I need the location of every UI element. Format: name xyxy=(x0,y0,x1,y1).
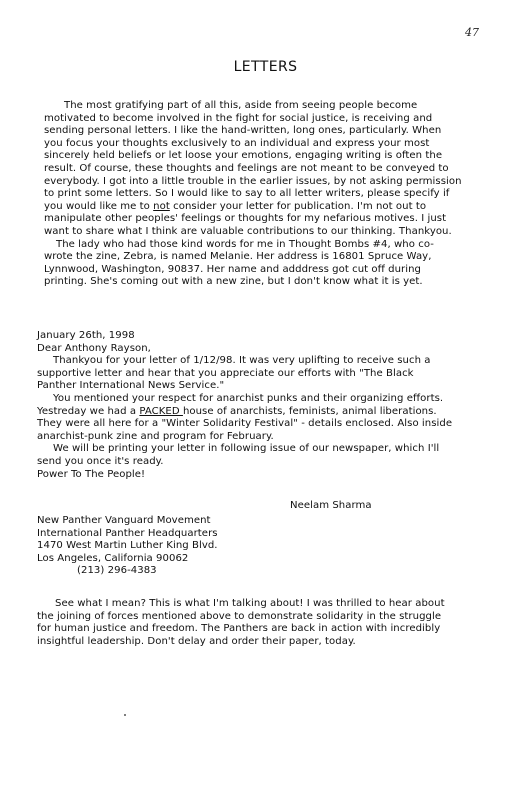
address-block xyxy=(37,515,218,578)
address-line: International Panther Headquarters xyxy=(37,527,218,539)
text-line: insightful leadership. Don't delay and order their paper, today. xyxy=(37,635,356,647)
letter-block xyxy=(37,330,452,481)
text-line: result. Of course, these thoughts and feelings are not meant to be conveyed to xyxy=(44,162,449,174)
text-line: motivated to become involved in the fight for social justice, is receiving and xyxy=(44,112,433,124)
letter-salutation: Dear Anthony Rayson, xyxy=(37,342,151,354)
text-line: send you once it's ready. xyxy=(37,455,164,467)
underlined-word: not xyxy=(153,200,170,212)
text-line: everybody. I got into a little trouble in the earlier issues, by not asking permission xyxy=(44,175,462,187)
closing-paragraph xyxy=(37,598,445,648)
text-line: The most gratifying part of all this, aside from seeing people become xyxy=(64,100,418,111)
text-line xyxy=(44,201,462,214)
text-line: anarchist-punk zine and program for February. xyxy=(37,430,274,442)
text-line: manipulate other peoples' feelings or thoughts for my nefarious motives. I just xyxy=(44,213,447,225)
phone-number: (213) 296-4383 xyxy=(77,565,157,577)
text-line: Panther International News Service." xyxy=(37,380,225,392)
text-line: We will be printing your letter in following issue of our newspaper, which I'll xyxy=(53,443,440,455)
text-line: sincerely held beliefs or let loose your emotions, engaging writing is often the xyxy=(44,150,443,162)
text-fragment: consider your letter for publication. I'm not out to xyxy=(169,200,427,212)
text-line: you focus your thoughts exclusively to an individual and express your most xyxy=(44,137,430,149)
text-line: They were all here for a "Winter Solidarity Festival" - details enclosed. Also inside xyxy=(37,418,453,430)
text-fragment: Yestreday we had a xyxy=(37,405,140,417)
intro-paragraph xyxy=(44,100,462,289)
address-line: Los Angeles, California 90062 xyxy=(37,552,189,564)
text-line: want to share what I think are valuable contributions to our thinking. Thankyou. xyxy=(44,225,452,237)
address-line: New Panther Vanguard Movement xyxy=(37,515,211,526)
signature: Neelam Sharma xyxy=(290,500,372,511)
text-line: supportive letter and hear that you appreciate our efforts with "The Black xyxy=(37,367,414,379)
text-fragment: house of anarchists, feminists, animal liberations. xyxy=(182,405,437,417)
text-line: wrote the zine, Zebra, is named Melanie. Her address is 16801 Spruce Way, xyxy=(44,251,432,263)
underlined-word: PACKED xyxy=(139,405,183,417)
page-number: 47 xyxy=(465,26,479,39)
page-title: LETTERS xyxy=(233,59,298,75)
text-line: See what I mean? This is what I'm talking about! I was thrilled to hear about xyxy=(55,598,445,609)
text-line: The lady who had those kind words for me in Thought Bombs #4, who co- xyxy=(56,238,434,250)
letter-date: January 26th, 1998 xyxy=(37,330,135,341)
text-fragment: you would like me to xyxy=(44,200,154,212)
text-line: for human justice and freedom. The Panthers are back in action with incredibly xyxy=(37,623,441,635)
speck-mark xyxy=(124,714,126,716)
text-line: Thankyou for your letter of 1/12/98. It was very uplifting to receive such a xyxy=(53,355,431,367)
text-line: You mentioned your respect for anarchist punks and their organizing efforts. xyxy=(53,392,444,404)
text-line: printing. She's coming out with a new zine, but I don't know what it is yet. xyxy=(44,276,423,288)
address-line: 1470 West Martin Luther King Blvd. xyxy=(37,540,218,552)
text-line xyxy=(37,406,452,419)
text-line: Lynnwood, Washington, 90837. Her name and adddress got cut off during xyxy=(44,263,421,275)
text-line: the joining of forces mentioned above to demonstrate solidarity in the struggle xyxy=(37,610,442,622)
text-line: sending personal letters. I like the hand-written, long ones, particularly. When xyxy=(44,125,442,137)
text-line: to print some letters. So I would like to say to all letter writers, please specify if xyxy=(44,188,450,200)
text-line: Power To The People! xyxy=(37,468,146,480)
